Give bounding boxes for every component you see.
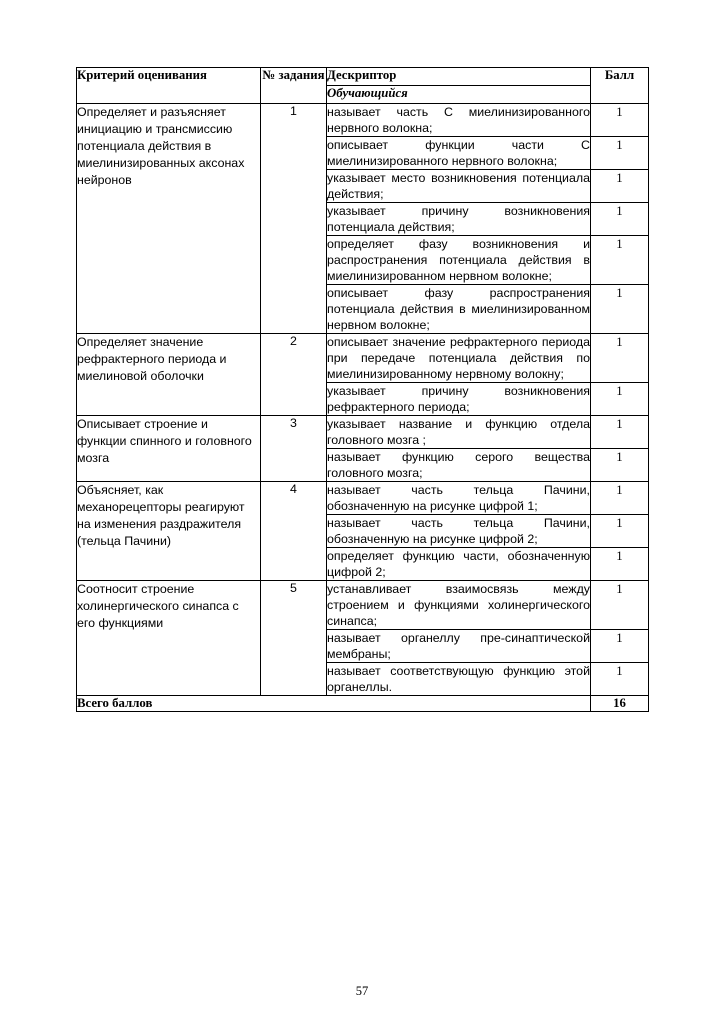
table-row: [77, 581, 649, 630]
score-cell: 1: [591, 203, 649, 236]
score-cell: 1: [591, 236, 649, 285]
score-cell: 1: [591, 285, 649, 334]
criterion-cell: Соотносит строение холинергического синапса с его функциями: [77, 581, 261, 696]
descriptor-cell: описывает функции части С миелинизированного нервного волокна;: [327, 138, 590, 168]
score-cell: 1: [591, 663, 649, 696]
score-cell: 1: [591, 137, 649, 170]
criterion-cell: Объясняет, как механорецепторы реагируют на изменения раздражителя (тельца Пачини): [77, 482, 261, 581]
score-cell: 1: [591, 581, 649, 630]
total-label: Всего баллов: [77, 696, 591, 712]
descriptor-cell: называет часть тельца Пачини, обозначенную на рисунке цифрой 1;: [327, 483, 590, 513]
table-row: [77, 416, 649, 449]
header-score: Балл: [591, 68, 649, 104]
criterion-cell: Определяет значение рефрактерного периода и миелиновой оболочки: [77, 334, 261, 416]
descriptor-cell: описывает значение рефрактерного периода при передаче потенциала действия по миелинизированному нервному волокну;: [327, 335, 590, 381]
descriptor-cell: описывает фазу распространения потенциала действия в миелинизированном нервном волокне;: [327, 286, 590, 332]
score-cell: 1: [591, 548, 649, 581]
descriptor-cell: указывает место возникновения потенциала действия;: [327, 171, 590, 201]
header-task-number: № задания: [261, 68, 327, 104]
descriptor-cell: называет функцию серого вещества головного мозга;: [327, 450, 590, 480]
task-number-cell: 5: [261, 581, 327, 696]
header-descriptor: Дескриптор: [327, 68, 591, 86]
descriptor-cell: называет часть тельца Пачини, обозначенную на рисунке цифрой 2;: [327, 516, 590, 546]
table-row: [77, 334, 649, 383]
score-cell: 1: [591, 170, 649, 203]
criterion-cell: Определяет и разъясняет инициацию и трансмиссию потенциала действия в миелинизированных аксонах нейронов: [77, 104, 261, 334]
score-cell: 1: [591, 515, 649, 548]
score-cell: 1: [591, 334, 649, 383]
descriptor-cell: определяет функцию части, обозначенную цифрой 2;: [327, 549, 590, 579]
criterion-cell: Описывает строение и функции спинного и головного мозга: [77, 416, 261, 482]
total-row: [77, 696, 649, 712]
descriptor-cell: указывает название и функцию отдела головного мозга ;: [327, 417, 590, 447]
task-number-cell: 3: [261, 416, 327, 482]
descriptor-cell: называет соответствующую функцию этой органеллы.: [327, 664, 590, 694]
score-cell: 1: [591, 104, 649, 137]
descriptor-cell: называет часть С миелинизированного нервного волокна;: [327, 105, 590, 135]
score-cell: 1: [591, 416, 649, 449]
score-cell: 1: [591, 383, 649, 416]
descriptor-cell: устанавливает взаимосвязь между строением и функциями холинергического синапса;: [327, 582, 590, 628]
descriptor-cell: указывает причину возникновения потенциала действия;: [327, 204, 590, 234]
assessment-rubric-table: [76, 67, 649, 712]
page-number: 57: [355, 984, 369, 998]
score-cell: 1: [591, 449, 649, 482]
score-cell: 1: [591, 630, 649, 663]
score-cell: 1: [591, 482, 649, 515]
descriptor-cell: определяет фазу возникновения и распространения потенциала действия в миелинизированном нервном волокне;: [327, 237, 590, 283]
header-learner: Обучающийся: [327, 86, 591, 104]
task-number-cell: 1: [261, 104, 327, 334]
descriptor-cell: называет органеллу пре-синаптической мембраны;: [327, 631, 590, 661]
task-number-cell: 2: [261, 334, 327, 416]
task-number-cell: 4: [261, 482, 327, 581]
table-row: [77, 482, 649, 515]
table-row: [77, 104, 649, 137]
descriptor-cell: указывает причину возникновения рефрактерного периода;: [327, 384, 590, 414]
header-criterion: Критерий оценивания: [77, 68, 261, 104]
total-score: 16: [591, 696, 649, 712]
